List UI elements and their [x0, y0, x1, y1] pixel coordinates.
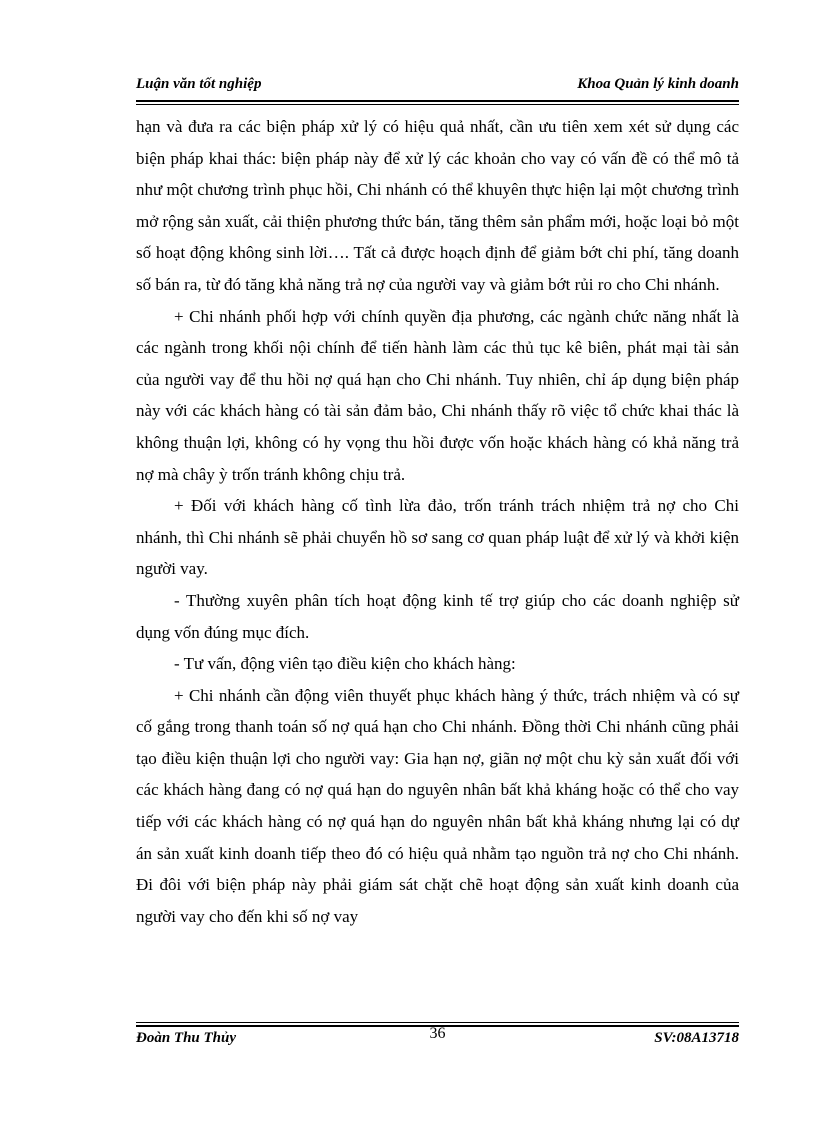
page-header [136, 76, 739, 98]
paragraph-2: + Chi nhánh phối hợp với chính quyền địa phương, các ngành chức năng nhất là các ngành trong khối nội chính để tiến hành làm các thủ tục kê biên, phát mại tài sản của người vay để thu hồi nợ quá hạn cho Chi nhánh. Tuy nhiên, chỉ áp dụng biện pháp này với các khách hàng có tài sản đảm bảo, Chi nhánh thấy rõ việc tổ chức khai thác là không thuận lợi, không có hy vọng thu hồi được vốn hoặc khách hàng có khả năng trả nợ mà chây ỳ trốn tránh không chịu trả. [136, 306, 739, 484]
footer-student-id: SV:08A13718 [654, 1030, 739, 1046]
paragraph-1: hạn và đưa ra các biện pháp xử lý có hiệu quả nhất, cần ưu tiên xem xét sử dụng các biện pháp khai thác: biện pháp này để xử lý các khoản cho vay có vấn đề có thể mô tả như một chương trình phục hồi, Chi nhánh có thể khuyên thực hiện lại một chương trình mở rộng sản xuất, cải thiện phương thức bán, tăng thêm sản phẩm mới, hoặc loại bỏ một số hoạt động không sinh lời…. Tất cả được hoạch định để giảm bớt chi phí, tăng doanh số bán ra, từ đó tăng khả năng trả nợ của người vay và giảm bớt rủi ro cho Chi nhánh. [136, 117, 739, 294]
page-body [136, 111, 739, 932]
paragraph-4: - Thường xuyên phân tích hoạt động kinh tế trợ giúp cho các doanh nghiệp sử dụng vốn đúng mục đích. [136, 590, 739, 642]
footer-author: Đoàn Thu Thủy [136, 1030, 237, 1046]
header-rule [136, 100, 739, 105]
header-faculty: Khoa Quản lý kinh doanh [577, 76, 739, 92]
paragraph-5: - Tư vấn, động viên tạo điều kiện cho khách hàng: [174, 654, 516, 674]
paragraph-3: + Đối với khách hàng cố tình lừa đảo, trốn tránh trách nhiệm trả nợ cho Chi nhánh, thì Chi nhánh sẽ phải chuyển hồ sơ sang cơ quan pháp luật để xử lý và khởi kiện người vay. [136, 496, 739, 579]
page-footer [136, 1025, 739, 1050]
page-number: 36 [429, 1025, 446, 1042]
header-thesis-title: Luận văn tốt nghiệp [136, 76, 262, 92]
paragraph-6: + Chi nhánh cần động viên thuyết phục khách hàng ý thức, trách nhiệm và có sự cố gắng trong thanh toán số nợ quá hạn cho Chi nhánh. Đồng thời Chi nhánh cũng phải tạo điều kiện thuận lợi cho người vay: Gia hạn nợ, giãn nợ một chu kỳ sản xuất đối với các khách hàng đang có nợ quá hạn do nguyên nhân bất khả kháng hoặc có thể cho vay tiếp với các khách hàng có nợ quá hạn do nguyên nhân bất khả kháng nhưng lại có dự án sản xuất kinh doanh tiếp theo đó có hiệu quả nhằm tạo nguồn trả nợ cho Chi nhánh. Đi đôi với biện pháp này phải giám sát chặt chẽ hoạt động sản xuất kinh doanh của người vay cho đến khi số nợ vay [136, 685, 739, 926]
